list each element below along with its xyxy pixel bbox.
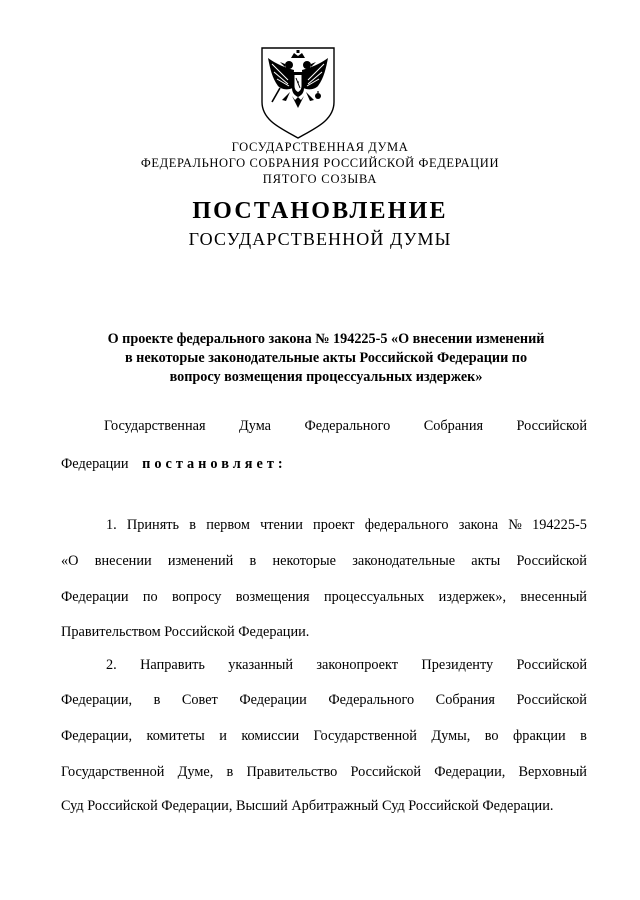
item-1-line-4: Правительством Российской Федерации. <box>61 624 310 640</box>
word: указанный <box>228 657 294 673</box>
word: Федерации <box>239 692 307 708</box>
resolves-keyword: постановляет: <box>142 456 287 472</box>
word: и <box>219 728 227 744</box>
subject-line: в некоторые законодательные акты Российской Федерации по <box>124 350 528 366</box>
word: в <box>226 764 234 780</box>
word: чтении <box>260 517 303 533</box>
item-2-line-5: Суд Российской Федерации, Высший Арбитражный Суд Российской Федерации. <box>61 798 554 814</box>
word: Федерации <box>61 456 129 472</box>
word: закона <box>458 517 499 533</box>
word: Федерального <box>304 418 391 434</box>
item-1-line-3 <box>61 589 587 606</box>
word: Собрания <box>423 418 484 434</box>
word: Государственной <box>313 728 417 744</box>
header-line-1: ГОСУДАРСТВЕННАЯ ДУМА <box>231 140 409 154</box>
word: издержек», <box>438 589 507 605</box>
word: Государственная <box>104 418 206 434</box>
word: Президенту <box>421 657 494 673</box>
word: законодательные <box>352 553 456 569</box>
word: в <box>580 728 587 744</box>
word: Российской <box>516 692 587 708</box>
word: по <box>142 589 158 605</box>
word: Дума <box>238 418 271 434</box>
word: в <box>189 517 196 533</box>
word: внесенный <box>520 589 587 605</box>
word: 2. <box>106 657 117 673</box>
header-line-2: ФЕДЕРАЛЬНОГО СОБРАНИЯ РОССИЙСКОЙ ФЕДЕРАЦИИ <box>140 156 500 170</box>
word: Российской <box>516 418 587 434</box>
document-subtitle: ГОСУДАРСТВЕННОЙ ДУМЫ <box>188 229 452 249</box>
item-1-line-2 <box>61 553 587 570</box>
word: Совет <box>181 692 218 708</box>
word: Думы, <box>431 728 471 744</box>
resolution-subject <box>96 330 556 387</box>
word: первом <box>206 517 250 533</box>
word: комитеты <box>146 728 205 744</box>
item-2-line-2 <box>61 692 587 709</box>
word: Правительство <box>246 764 338 780</box>
state-emblem-icon <box>258 44 338 140</box>
word: Российской <box>350 764 422 780</box>
word: Принять <box>126 517 180 533</box>
word: комиссии <box>241 728 300 744</box>
item-1-line-1 <box>106 517 587 534</box>
word: 194225-5 <box>532 517 587 533</box>
word: Федерации, <box>61 692 133 708</box>
word: процессуальных <box>323 589 425 605</box>
word: Российской <box>516 553 587 569</box>
word: Государственной <box>61 764 165 780</box>
word: «О <box>61 553 79 569</box>
word: во <box>484 728 499 744</box>
word: в <box>153 692 161 708</box>
word: в <box>249 553 257 569</box>
document-title: ПОСТАНОВЛЕНИЕ <box>192 198 448 224</box>
word: № <box>508 517 522 533</box>
word: Российской <box>516 657 587 673</box>
word: федерального <box>364 517 449 533</box>
word: акты <box>471 553 501 569</box>
word: внесении <box>94 553 152 569</box>
word: вопросу <box>172 589 222 605</box>
word: Направить <box>140 657 205 673</box>
word: Думе, <box>177 764 214 780</box>
word: Федерального <box>328 692 415 708</box>
word: Верховный <box>518 764 587 780</box>
word: фракции <box>513 728 566 744</box>
word: Собрания <box>435 692 495 708</box>
item-2-line-4 <box>61 764 587 781</box>
word: Федерации, <box>61 728 133 744</box>
word: законопроект <box>316 657 399 673</box>
word: Федерации, <box>434 764 506 780</box>
word: изменений <box>167 553 234 569</box>
subject-line: О проекте федерального закона № 194225-5 «О внесении изменений <box>107 331 545 347</box>
preamble-line-2 <box>61 456 587 473</box>
word: возмещения <box>235 589 310 605</box>
word: проект <box>313 517 355 533</box>
item-2-line-3 <box>61 728 587 745</box>
word: 1. <box>106 517 117 533</box>
word: некоторые <box>272 553 336 569</box>
item-2-line-1 <box>106 657 587 674</box>
header-line-3: ПЯТОГО СОЗЫВА <box>262 172 378 186</box>
word: Федерации <box>61 589 129 605</box>
subject-line: вопросу возмещения процессуальных издержек» <box>169 369 483 385</box>
preamble-line-1 <box>104 418 587 435</box>
